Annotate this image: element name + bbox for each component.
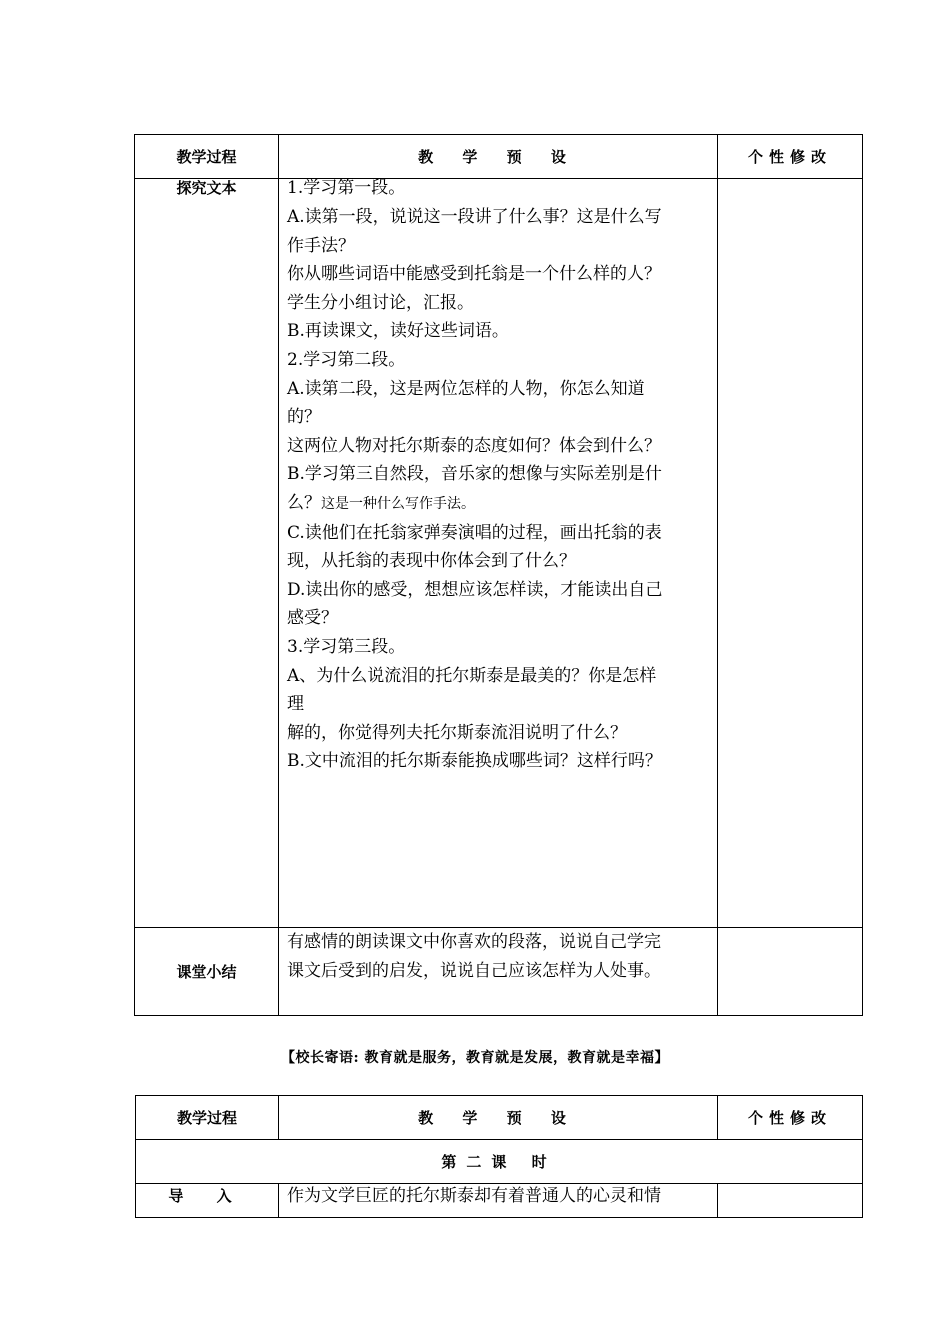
row-content-summary xyxy=(279,928,718,1016)
table-row xyxy=(135,179,863,928)
lesson-title: 第二课 时 xyxy=(136,1140,863,1184)
motto-close: 】 xyxy=(654,1050,670,1066)
content-line: 3.学习第三段。 xyxy=(287,636,406,657)
content-line: 理 xyxy=(287,694,304,715)
content-line: 解的，你觉得列夫托尔斯泰流泪说明了什么？ xyxy=(287,722,627,743)
content-line: 你从哪些词语中能感受到托翁是一个什么样的人？ xyxy=(287,264,661,285)
motto-label: 校长寄语 xyxy=(295,1050,354,1066)
content-fragment: 么？ xyxy=(287,492,321,513)
content-line: 有感情的朗读课文中你喜欢的段落，说说自己学完 xyxy=(287,932,661,952)
row-modify-summary xyxy=(718,928,863,1016)
content-line: A.读第二段，这是两位怎样的人物，你怎么知道 xyxy=(287,378,645,399)
row-content-explore xyxy=(279,179,718,928)
content-line: A、为什么说流泪的托尔斯泰是最美的？你是怎样 xyxy=(287,665,657,686)
content-line: 1.学习第一段。 xyxy=(287,178,406,198)
header-modify: 个性修改 xyxy=(718,135,863,179)
table-row xyxy=(136,1184,863,1218)
lesson-plan-table-2 xyxy=(135,1095,863,1218)
content-line: D.读出你的感受，想想应该怎样读，才能读出自己 xyxy=(287,579,663,600)
row-modify-explore xyxy=(718,179,863,928)
header-design: 教 学 预 设 xyxy=(279,135,718,179)
principal-motto xyxy=(0,1047,950,1067)
content-line xyxy=(287,489,711,519)
content-line: 感受？ xyxy=(287,608,338,629)
table-header-row xyxy=(136,1096,863,1140)
lesson-plan-table-1 xyxy=(134,134,863,1016)
content-line: 现，从托翁的表现中你体会到了什么？ xyxy=(287,551,576,572)
content-line: 学生分小组讨论，汇报。 xyxy=(287,292,474,313)
content-line: 这两位人物对托尔斯泰的态度如何？体会到什么？ xyxy=(287,435,661,456)
row-content-intro: 作为文学巨匠的托尔斯泰却有着普通人的心灵和情 xyxy=(279,1184,718,1218)
content-line: B.学习第三自然段，音乐家的想像与实际差别是什 xyxy=(287,464,662,485)
content-line: 作手法？ xyxy=(287,235,355,256)
table-row xyxy=(135,928,863,1016)
motto-open: 【 xyxy=(280,1050,296,1066)
header-process: 教学过程 xyxy=(136,1096,279,1140)
lesson-row xyxy=(136,1140,863,1184)
row-modify-intro xyxy=(718,1184,863,1218)
content-fragment: 这是一种什么写作手法。 xyxy=(321,495,475,512)
header-design: 教 学 预 设 xyxy=(279,1096,718,1140)
content-line: C.读他们在托翁家弹奏演唱的过程，画出托翁的表 xyxy=(287,522,662,543)
content-line: 2.学习第二段。 xyxy=(287,349,406,370)
row-label-explore: 探究文本 xyxy=(135,179,279,928)
row-label-intro: 导 入 xyxy=(136,1184,279,1218)
content-line: A.读第一段，说说这一段讲了什么事？这是什么写 xyxy=(287,207,662,227)
header-modify: 个性修改 xyxy=(718,1096,863,1140)
header-process: 教学过程 xyxy=(135,135,279,179)
content-line: 的？ xyxy=(287,407,321,428)
content-line: 课文后受到的启发，说说自己应该怎样为人处事。 xyxy=(287,960,661,981)
table-header-row xyxy=(135,135,863,179)
content-line: B.文中流泪的托尔斯泰能换成哪些词？这样行吗？ xyxy=(287,751,662,772)
row-label-summary: 课堂小结 xyxy=(135,928,279,1016)
motto-text: : 教育就是服务，教育就是发展，教育就是幸福 xyxy=(353,1050,655,1066)
content-line: B.再读课文，读好这些词语。 xyxy=(287,321,509,342)
